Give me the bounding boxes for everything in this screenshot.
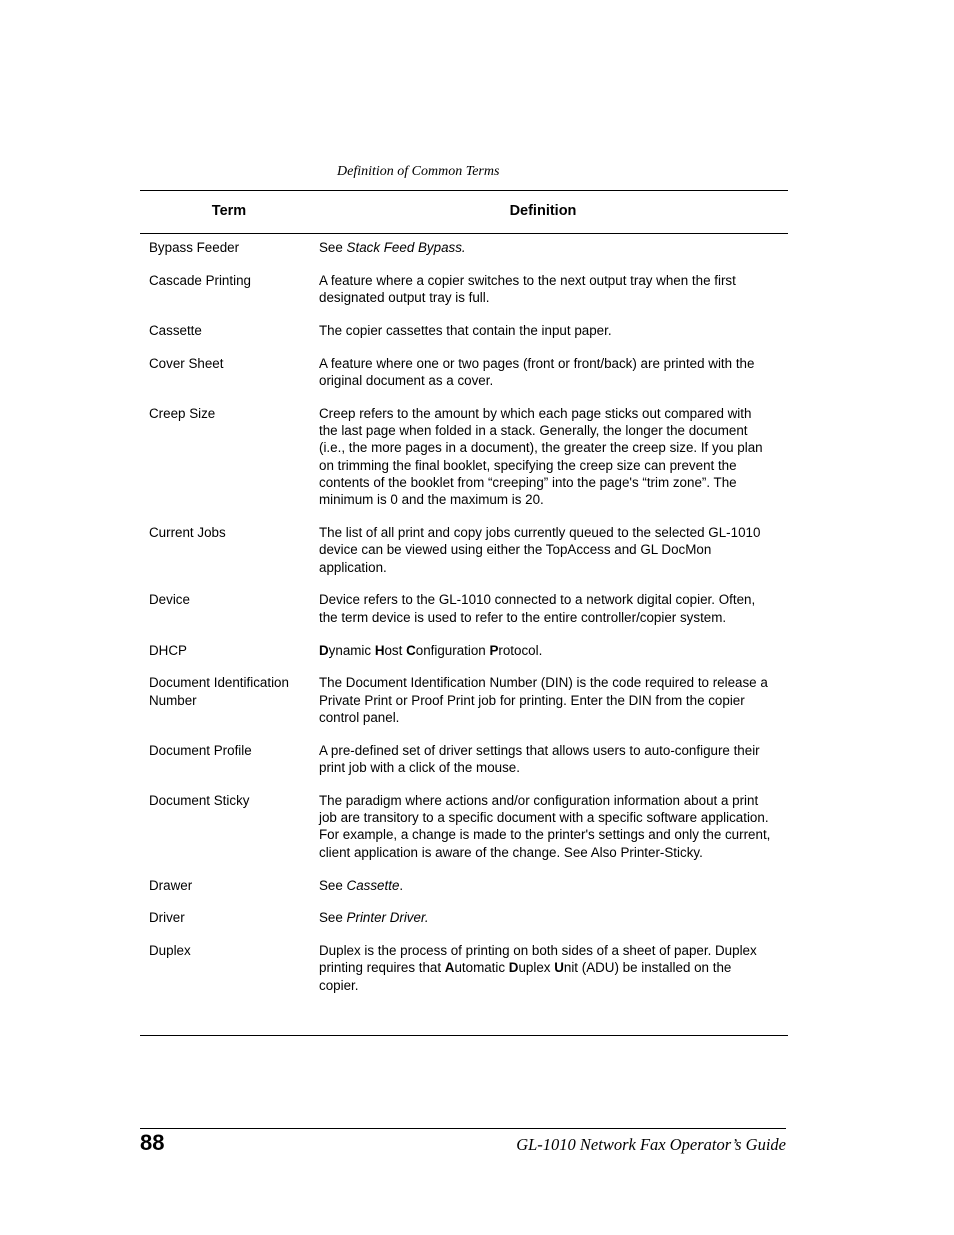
- definition-text: A: [444, 960, 455, 976]
- table-row: [140, 877, 788, 894]
- definition-text: utomatic: [454, 960, 509, 976]
- page-number: 88: [140, 1130, 165, 1155]
- definition-cell: [319, 909, 771, 926]
- definition-cell: [319, 942, 771, 994]
- table-caption: Definition of Common Terms: [337, 164, 500, 179]
- term-column-header: Term: [211, 203, 247, 220]
- definition-cell: [319, 877, 771, 894]
- definition-text: The copier cassettes that contain the input paper.: [319, 322, 612, 338]
- term-cell: Drawer: [149, 877, 193, 893]
- footer-rule: [140, 1128, 786, 1129]
- term-cell: Document Profile: [149, 742, 252, 758]
- definition-cell: [319, 272, 771, 307]
- table-row: [140, 272, 788, 307]
- definition-text: .: [399, 877, 404, 893]
- definition-text: D: [508, 960, 519, 976]
- definition-text: Printer Driver.: [346, 910, 429, 926]
- table-header: [140, 191, 788, 233]
- table-body: [140, 234, 788, 994]
- term-cell: Duplex: [149, 943, 191, 959]
- table-bottom-rule: [140, 1035, 788, 1036]
- definition-text: A pre-defined set of driver settings that allows users to auto-configure their print job with a click of the mouse.: [319, 742, 760, 776]
- definition-text: Cassette: [346, 877, 400, 893]
- table-row: [140, 674, 788, 726]
- definition-text: rotocol.: [498, 642, 543, 658]
- definition-cell: [319, 742, 771, 777]
- definition-text: A feature where one or two pages (front or front/back) are printed with the original document as a cover.: [319, 355, 755, 388]
- definition-text: Creep refers to the amount by which each page sticks out compared with the last page when folded in a stack. Generally, the longer the document (i.e., the more pages in a document), the greater the creep size. If you plan on trimming the final booklet, specifying the creep size can prevent the contents of the booklet from “creeping” into the page's “trim zone”. The minimum is 0 and the maximum is 20.: [319, 405, 763, 508]
- guide-title: GL-1010 Network Fax Operator’s Guide: [516, 1135, 786, 1154]
- definition-text: onfiguration: [415, 642, 490, 658]
- table-row: [140, 239, 788, 256]
- table-row: [140, 355, 788, 390]
- table-row: [140, 405, 788, 509]
- term-cell: Driver: [149, 910, 185, 926]
- term-cell: Bypass Feeder: [149, 240, 240, 255]
- table-row: [140, 322, 788, 339]
- definition-text: C: [406, 642, 416, 658]
- definition-text: D: [319, 642, 329, 658]
- definition-text: Duplex is the process of printing on both sides of a sheet of paper. Duplex printing requires that: [319, 943, 757, 976]
- table-row: [140, 591, 788, 626]
- definition-text: The Document Identification Number (DIN) is the code required to release a Private Print or Proof Print job for printing. Enter the DIN from the copier control panel.: [319, 675, 768, 725]
- definition-cell: [319, 524, 771, 576]
- definition-text: A feature where a copier switches to the next output tray when the first designated output tray is full.: [319, 272, 736, 306]
- table-row: [140, 909, 788, 926]
- definition-text: U: [554, 960, 564, 976]
- definition-cell: [319, 405, 771, 509]
- definition-text: nit (ADU) be installed on the copier.: [319, 960, 732, 993]
- table-row: [140, 792, 788, 861]
- term-cell: Cover Sheet: [149, 355, 224, 371]
- definition-cell: [319, 239, 771, 256]
- term-cell: Current Jobs: [149, 525, 226, 541]
- definition-text: ynamic: [328, 642, 375, 658]
- definition-text: ost: [384, 642, 407, 658]
- term-cell: Creep Size: [149, 405, 216, 421]
- definition-text: See: [319, 240, 347, 255]
- definition-text: See: [319, 910, 347, 926]
- definitions-table: [140, 191, 788, 1010]
- term-cell: Cascade Printing: [149, 272, 251, 288]
- definition-text: Stack Feed Bypass.: [346, 240, 466, 255]
- table-row: [140, 942, 788, 994]
- definition-cell: [319, 355, 771, 390]
- definition-text: H: [374, 642, 385, 658]
- table-row: [140, 742, 788, 777]
- definition-column-header: Definition: [509, 203, 577, 220]
- term-cell: Cassette: [149, 322, 202, 338]
- definition-cell: [319, 674, 771, 726]
- table-row: [140, 642, 788, 659]
- definition-cell: [319, 642, 771, 659]
- definition-text: Device refers to the GL-1010 connected to a network digital copier. Often, the term device is used to refer to the entire controller/copier system.: [319, 592, 756, 625]
- definition-text: uplex: [518, 960, 555, 976]
- definition-text: The paradigm where actions and/or configuration information about a print job are transitory to a specific document with a specific software application. For example, a change is made to the printer's settings and only the current, client application is aware of the change. See Also Printer-Sticky.: [319, 792, 771, 860]
- term-cell: Document Sticky: [149, 792, 250, 808]
- definition-text: See: [319, 877, 347, 893]
- term-cell: Document Identification Number: [149, 675, 289, 708]
- definition-cell: [319, 322, 771, 339]
- definition-text: The list of all print and copy jobs currently queued to the selected GL-1010 device can be viewed using either the TopAccess and GL DocMon application.: [319, 525, 761, 575]
- definition-text: P: [489, 642, 499, 658]
- term-cell: Device: [149, 592, 190, 608]
- definition-cell: [319, 591, 771, 626]
- table-row: [140, 524, 788, 576]
- definition-cell: [319, 792, 771, 861]
- term-cell: DHCP: [149, 642, 187, 658]
